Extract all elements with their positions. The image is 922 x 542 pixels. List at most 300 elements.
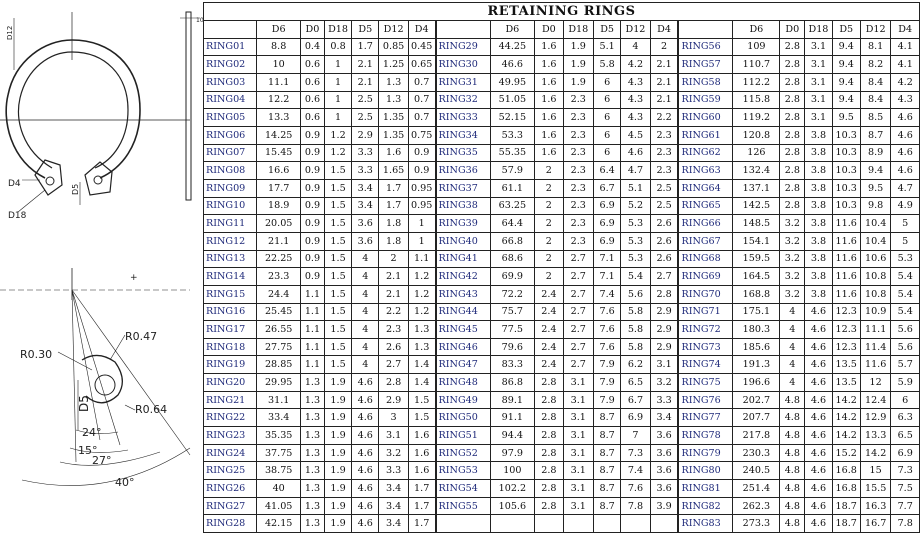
dimension-cell-d4: 4.6 [891, 126, 920, 144]
dimension-cell-d5: 10.3 [832, 197, 860, 215]
dimension-cell-d12: 7.4 [621, 462, 650, 480]
dimension-cell-d0: 0.9 [300, 197, 324, 215]
dimension-cell-d6: 86.8 [490, 374, 535, 392]
dimension-cell-d5: 18.7 [832, 515, 860, 533]
dimension-cell-d6: 17.7 [257, 179, 301, 197]
dimension-cell-d5: 2.1 [352, 56, 379, 74]
dimension-cell-d18: 2.3 [563, 91, 594, 109]
dimension-cell-d4: 4.7 [891, 179, 920, 197]
dimension-cell-d5: 4 [352, 321, 379, 339]
dimension-cell-d18: 1.5 [324, 232, 351, 250]
dimension-cell-d0: 1.3 [300, 462, 324, 480]
dimension-cell-d18: 1.9 [324, 462, 351, 480]
dimension-cell-d6: 14.25 [257, 126, 301, 144]
dimension-cell-d12: 4.3 [621, 109, 650, 127]
dimension-cell-d6: 38.75 [257, 462, 301, 480]
dimension-cell-d0: 2.8 [535, 374, 563, 392]
ring-part-number: RING10 [204, 197, 257, 215]
dimension-cell-d18: 4.6 [805, 321, 832, 339]
dimension-cell-d0: 1.3 [300, 480, 324, 498]
dimension-cell-d5: 7.1 [594, 250, 621, 268]
dimension-cell-d12: 8.5 [860, 109, 891, 127]
dimension-cell-d0: 1.3 [300, 391, 324, 409]
dimension-cell-d18: 1.9 [563, 73, 594, 91]
dimension-cell-d6: 26.55 [257, 321, 301, 339]
dimension-cell-d4: 7.8 [891, 515, 920, 533]
dimension-cell-d5: 4.6 [352, 409, 379, 427]
ring-part-number: RING75 [678, 374, 732, 392]
ring-part-number: RING58 [678, 73, 732, 91]
dimension-cell-d6: 18.9 [257, 197, 301, 215]
table-row [204, 38, 920, 56]
dimension-cell-d4: 1.7 [408, 497, 435, 515]
column-header-d5: D5 [832, 21, 860, 39]
ring-part-number: RING63 [678, 162, 732, 180]
dimension-cell-d5: 5.1 [594, 38, 621, 56]
dimension-cell-d4: 2.5 [650, 179, 678, 197]
dimension-cell-d12: 6.9 [621, 409, 650, 427]
dimension-cell-d5: 6.7 [594, 179, 621, 197]
table-row [204, 285, 920, 303]
dimension-cell-d0: 2.8 [780, 91, 805, 109]
dimension-cell-d5: 4.6 [352, 374, 379, 392]
dimension-cell-d5: 3.3 [352, 144, 379, 162]
dimension-cell-d12: 3.2 [379, 444, 408, 462]
ring-part-number: RING80 [678, 462, 732, 480]
dimension-cell-d6: 119.2 [733, 109, 780, 127]
dimension-cell-d4: 3.2 [650, 374, 678, 392]
ring-part-number: RING81 [678, 480, 732, 498]
ring-part-number: RING36 [436, 162, 490, 180]
dimension-cell-d18: 1.5 [324, 338, 351, 356]
dimension-cell-d0: 2.8 [535, 427, 563, 445]
dimension-cell-d5: 8.7 [594, 409, 621, 427]
dimension-cell-d6: 180.3 [733, 321, 780, 339]
dimension-cell-d6: 29.95 [257, 374, 301, 392]
dimension-cell-d12: 10.8 [860, 268, 891, 286]
dimension-cell-d0: 2 [535, 197, 563, 215]
dimension-cell-d18: 3.1 [563, 391, 594, 409]
ring-part-number: RING82 [678, 497, 732, 515]
ring-part-number: RING68 [678, 250, 732, 268]
dimension-cell-d4: 7.5 [891, 480, 920, 498]
dimension-cell-d4: 1 [408, 232, 435, 250]
dimension-cell-d4: 5.4 [891, 285, 920, 303]
dimension-cell-d18: 1.9 [324, 391, 351, 409]
dimension-cell-d18: 4.6 [805, 374, 832, 392]
dimension-cell-d18: 3.1 [563, 374, 594, 392]
dimension-cell-d12: 9.4 [860, 162, 891, 180]
drawing-label-d4: D4 [8, 179, 21, 189]
dimension-cell-d6: 64.4 [490, 215, 535, 233]
dimension-cell-d4: 2.5 [650, 197, 678, 215]
dimension-cell-d5: 12.3 [832, 303, 860, 321]
dimension-cell-d18: 4.6 [805, 462, 832, 480]
table-row [204, 444, 920, 462]
dimension-cell-d18: 2.7 [563, 303, 594, 321]
angle-label-24: 24° [82, 426, 102, 439]
ring-part-number: RING43 [436, 285, 490, 303]
dimension-cell-d6: 230.3 [733, 444, 780, 462]
dimension-cell-d18: 1.5 [324, 215, 351, 233]
dimension-cell-d4: 0.45 [408, 38, 435, 56]
dimension-cell-d18: 1.5 [324, 303, 351, 321]
lug-detail-hole [95, 375, 115, 395]
dimension-cell-d6: 55.35 [490, 144, 535, 162]
column-header-d6: D6 [490, 21, 535, 39]
dimension-cell-d6: 27.75 [257, 338, 301, 356]
dimension-cell-d4: 1.6 [408, 427, 435, 445]
dimension-cell-d5: 18.7 [832, 497, 860, 515]
dimension-cell-d0: 2.8 [780, 38, 805, 56]
dimension-cell-d6: 185.6 [733, 338, 780, 356]
dimension-cell-d5: 4 [352, 338, 379, 356]
dimension-cell-d6: 69.9 [490, 268, 535, 286]
dimension-cell-d0: 0.9 [300, 268, 324, 286]
dimension-cell-d18: 3.8 [805, 215, 832, 233]
dimension-cell-d4: 7.7 [891, 497, 920, 515]
lug-hole-right [94, 176, 102, 184]
dimension-cell-d6: 94.4 [490, 427, 535, 445]
table-row [204, 250, 920, 268]
dimension-cell-d12: 11.4 [860, 338, 891, 356]
dimension-cell-d5: 8.7 [594, 497, 621, 515]
dimension-cell-d4: 2 [650, 38, 678, 56]
dimension-cell-d0: 2.4 [535, 321, 563, 339]
dimension-cell-d5: 4.6 [352, 444, 379, 462]
dimension-cell-d12: 1.3 [379, 73, 408, 91]
dimension-cell-d4: 3.3 [650, 391, 678, 409]
dimension-cell-d0: 2.8 [780, 197, 805, 215]
dimension-cell-d0: 4.8 [780, 462, 805, 480]
dimension-cell-d18: 4.6 [805, 356, 832, 374]
dimension-cell-d18: 1 [324, 91, 351, 109]
ring-part-number: RING12 [204, 232, 257, 250]
ring-part-number: RING01 [204, 38, 257, 56]
dimension-cell-d4: 1.5 [408, 409, 435, 427]
dimension-cell-d6: 28.85 [257, 356, 301, 374]
dimension-cell-d12: 7.8 [621, 497, 650, 515]
dimension-cell-d18: 2.3 [563, 197, 594, 215]
dimension-cell-d12: 4.5 [621, 126, 650, 144]
dimension-cell-d4: 7.3 [891, 462, 920, 480]
dimension-cell-d18: 3.8 [805, 126, 832, 144]
dimension-cell-d18: 2.7 [563, 338, 594, 356]
table-row [204, 144, 920, 162]
dimension-cell-d6: 33.4 [257, 409, 301, 427]
header-blank-cell [204, 21, 257, 39]
ring-part-number: RING51 [436, 427, 490, 445]
dimension-cell-d5: 6 [594, 109, 621, 127]
ring-part-number: RING08 [204, 162, 257, 180]
dimension-cell-d12: 1.8 [379, 215, 408, 233]
dimension-cell-d5: 3.6 [352, 215, 379, 233]
dimension-cell-d4: 1.7 [408, 480, 435, 498]
dimension-cell-d18: 1.5 [324, 179, 351, 197]
dimension-cell-d18: 3.1 [563, 427, 594, 445]
dimension-cell-d6: 13.3 [257, 109, 301, 127]
dimension-cell-d5: 7.6 [594, 338, 621, 356]
header-row [204, 21, 920, 39]
dimension-cell-d0: 0.6 [300, 56, 324, 74]
dimension-cell-d18: 1.9 [324, 480, 351, 498]
ring-part-number: RING76 [678, 391, 732, 409]
table-row [204, 268, 920, 286]
ring-part-number: RING20 [204, 374, 257, 392]
dimension-cell-d12: 4.3 [621, 91, 650, 109]
dimension-cell-d6: 102.2 [490, 480, 535, 498]
ring-part-number: RING49 [436, 391, 490, 409]
dimension-cell-d0: 4 [780, 374, 805, 392]
dimension-cell-d18: 3.1 [563, 409, 594, 427]
dimension-cell-d5: 14.2 [832, 427, 860, 445]
dimension-cell-d18: 2.3 [563, 179, 594, 197]
dimension-cell-d0: 0.9 [300, 250, 324, 268]
dimension-cell-d12: 1.35 [379, 126, 408, 144]
dimension-cell-d4: 0.9 [408, 144, 435, 162]
dimension-cell-d12: 2.1 [379, 268, 408, 286]
dimension-cell-d12: 2.9 [379, 391, 408, 409]
dimension-cell-d0: 0.6 [300, 109, 324, 127]
table-row [204, 232, 920, 250]
dimension-cell-d4: 5 [891, 215, 920, 233]
dimension-cell-d18: 3.8 [805, 285, 832, 303]
dimension-cell-d6: 100 [490, 462, 535, 480]
dimension-cell-d0: 2.8 [780, 73, 805, 91]
column-header-d6: D6 [257, 21, 301, 39]
dimension-cell-d0: 2 [535, 179, 563, 197]
dimension-cell-d6: 91.1 [490, 409, 535, 427]
dimension-cell-d5: 2.1 [352, 73, 379, 91]
dimension-cell-d12: 1.35 [379, 109, 408, 127]
ring-part-number: RING60 [678, 109, 732, 127]
ring-part-number: RING38 [436, 197, 490, 215]
dimension-cell-d18: 1.5 [324, 285, 351, 303]
dimension-cell-d0: 2.8 [780, 56, 805, 74]
column-header-d4: D4 [408, 21, 435, 39]
dimension-cell-d6: 12.2 [257, 91, 301, 109]
table-row [204, 179, 920, 197]
dimension-cell-d0: 1.3 [300, 427, 324, 445]
dimension-cell-d4: 3.6 [650, 462, 678, 480]
ring-part-number: RING72 [678, 321, 732, 339]
dimension-cell-d5: 13.5 [832, 356, 860, 374]
dimension-cell-d4: 1 [408, 215, 435, 233]
column-header-d5: D5 [352, 21, 379, 39]
dimension-cell-d0: 4.8 [780, 515, 805, 533]
dimension-cell-d18: 2.7 [563, 268, 594, 286]
ring-part-number: RING17 [204, 321, 257, 339]
dimension-cell-d12: 4.7 [621, 162, 650, 180]
dimension-cell-d5: 7.6 [594, 321, 621, 339]
drawing-label-d12: D12 [6, 25, 14, 40]
dimension-cell-d0: 1.3 [300, 374, 324, 392]
dimension-cell-d18: 1.9 [324, 427, 351, 445]
dimension-cell-d18: 1 [324, 73, 351, 91]
table-row [204, 391, 920, 409]
drawing-label-side: 10 [196, 17, 204, 24]
dimension-cell-d6: 137.1 [733, 179, 780, 197]
dimension-cell-d4: 0.75 [408, 126, 435, 144]
dimension-cell-d4: 1.2 [408, 268, 435, 286]
ring-part-number: RING65 [678, 197, 732, 215]
ring-part-number: RING39 [436, 215, 490, 233]
dimension-cell-d4: 1.5 [408, 391, 435, 409]
dimension-cell-d0: 1.6 [535, 144, 563, 162]
ring-part-number: RING42 [436, 268, 490, 286]
ring-inner-arc [19, 52, 128, 168]
dimension-cell-d0: 1.6 [535, 109, 563, 127]
ring-part-number: RING50 [436, 409, 490, 427]
table-row [204, 197, 920, 215]
dimension-cell-d6: 15.45 [257, 144, 301, 162]
ring-part-number: RING06 [204, 126, 257, 144]
dimension-cell-d18: 1.9 [324, 374, 351, 392]
ring-part-number: RING22 [204, 409, 257, 427]
dimension-cell-d5: 4 [352, 250, 379, 268]
dimension-cell-d12: 1.6 [379, 144, 408, 162]
dimension-cell-d5: 4 [352, 356, 379, 374]
dimension-cell-d0: 4.8 [780, 409, 805, 427]
dimension-cell-d6: 120.8 [733, 126, 780, 144]
dimension-cell-d4: 0.7 [408, 73, 435, 91]
drawing-label-d5-detail: D5 [77, 395, 91, 412]
empty-cell [650, 515, 678, 533]
dimension-cell-d12: 5.1 [621, 179, 650, 197]
ring-part-number: RING02 [204, 56, 257, 74]
angle-label-40: 40° [115, 476, 135, 489]
dimension-cell-d12: 14.2 [860, 444, 891, 462]
dimension-cell-d12: 8.2 [860, 56, 891, 74]
dimension-cell-d4: 4.1 [891, 56, 920, 74]
table-row [204, 303, 920, 321]
column-header-d18: D18 [324, 21, 351, 39]
dimension-cell-d5: 15.2 [832, 444, 860, 462]
dimension-cell-d12: 1.8 [379, 232, 408, 250]
dimension-cell-d5: 4 [352, 268, 379, 286]
dimension-cell-d12: 8.7 [860, 126, 891, 144]
dimension-cell-d0: 4.8 [780, 391, 805, 409]
angle-label-15: 15° [78, 444, 98, 457]
dimension-cell-d0: 2 [535, 268, 563, 286]
dimension-cell-d0: 2 [535, 215, 563, 233]
dimension-cell-d0: 4 [780, 321, 805, 339]
dimension-cell-d12: 8.4 [860, 91, 891, 109]
dimension-cell-d6: 75.7 [490, 303, 535, 321]
dimension-cell-d6: 240.5 [733, 462, 780, 480]
dimension-cell-d4: 5.3 [891, 250, 920, 268]
header-blank-cell [678, 21, 732, 39]
dimension-cell-d18: 3.1 [805, 38, 832, 56]
table-row [204, 515, 920, 533]
dimension-cell-d18: 1.2 [324, 144, 351, 162]
dimension-cell-d12: 10.4 [860, 215, 891, 233]
dimension-cell-d5: 10.3 [832, 126, 860, 144]
dimension-cell-d5: 11.6 [832, 268, 860, 286]
column-header-d6: D6 [733, 21, 780, 39]
dimension-cell-d18: 2.3 [563, 232, 594, 250]
dimension-cell-d0: 0.9 [300, 162, 324, 180]
ring-part-number: RING74 [678, 356, 732, 374]
ring-part-number: RING69 [678, 268, 732, 286]
dimension-cell-d18: 2.7 [563, 285, 594, 303]
table-row [204, 497, 920, 515]
dimension-cell-d0: 0.6 [300, 73, 324, 91]
ring-part-number: RING04 [204, 91, 257, 109]
dimension-cell-d12: 0.85 [379, 38, 408, 56]
dimension-cell-d18: 3.1 [563, 480, 594, 498]
dimension-cell-d12: 1.65 [379, 162, 408, 180]
dimension-cell-d12: 1.7 [379, 179, 408, 197]
dimension-cell-d0: 2.8 [780, 126, 805, 144]
dimension-cell-d0: 1.6 [535, 91, 563, 109]
dimension-cell-d4: 0.7 [408, 91, 435, 109]
dimension-cell-d4: 6.5 [891, 427, 920, 445]
dimension-cell-d18: 3.1 [805, 73, 832, 91]
dimension-cell-d0: 1.6 [535, 73, 563, 91]
dimension-cell-d4: 0.65 [408, 56, 435, 74]
ring-part-number: RING13 [204, 250, 257, 268]
dimension-cell-d0: 2.8 [535, 391, 563, 409]
empty-cell [535, 515, 563, 533]
column-header-d0: D0 [300, 21, 324, 39]
ring-part-number: RING09 [204, 179, 257, 197]
dimension-cell-d6: 83.3 [490, 356, 535, 374]
dimension-cell-d18: 2.7 [563, 250, 594, 268]
dimension-cell-d4: 2.9 [650, 321, 678, 339]
dimension-cell-d18: 1.5 [324, 268, 351, 286]
dimension-cell-d4: 3.4 [650, 409, 678, 427]
dimension-cell-d4: 3.6 [650, 427, 678, 445]
dimension-cell-d6: 21.1 [257, 232, 301, 250]
dimension-cell-d5: 16.8 [832, 462, 860, 480]
dimension-cell-d18: 2.3 [563, 109, 594, 127]
dimension-cell-d4: 1.2 [408, 285, 435, 303]
dimension-cell-d6: 42.15 [257, 515, 301, 533]
ring-side-view [186, 12, 191, 200]
dimension-cell-d5: 7.1 [594, 268, 621, 286]
dimension-cell-d0: 0.9 [300, 232, 324, 250]
ring-part-number: RING46 [436, 338, 490, 356]
dimension-cell-d18: 3.1 [563, 497, 594, 515]
dimension-cell-d6: 25.45 [257, 303, 301, 321]
dimension-cell-d18: 3.8 [805, 232, 832, 250]
ring-part-number: RING78 [678, 427, 732, 445]
dimension-cell-d0: 1.1 [300, 303, 324, 321]
ring-part-number: RING40 [436, 232, 490, 250]
dimension-cell-d0: 2.8 [780, 109, 805, 127]
dimension-cell-d12: 3.3 [379, 462, 408, 480]
table-row [204, 338, 920, 356]
dimension-cell-d6: 262.3 [733, 497, 780, 515]
table-title: RETAINING RINGS [204, 3, 920, 21]
ring-part-number: RING18 [204, 338, 257, 356]
dimension-cell-d5: 12.3 [832, 321, 860, 339]
dimension-cell-d0: 0.9 [300, 179, 324, 197]
dimension-cell-d0: 1.6 [535, 126, 563, 144]
dimension-cell-d6: 273.3 [733, 515, 780, 533]
dimension-cell-d5: 3.4 [352, 197, 379, 215]
dimension-cell-d0: 4.8 [780, 480, 805, 498]
ring-part-number: RING55 [436, 497, 490, 515]
dimension-cell-d6: 148.5 [733, 215, 780, 233]
ring-part-number: RING77 [678, 409, 732, 427]
radius-label-030: R0.30 [20, 348, 53, 361]
dimension-cell-d18: 1.5 [324, 356, 351, 374]
dimension-cell-d5: 6 [594, 144, 621, 162]
dimension-cell-d12: 13.3 [860, 427, 891, 445]
column-header-d4: D4 [891, 21, 920, 39]
